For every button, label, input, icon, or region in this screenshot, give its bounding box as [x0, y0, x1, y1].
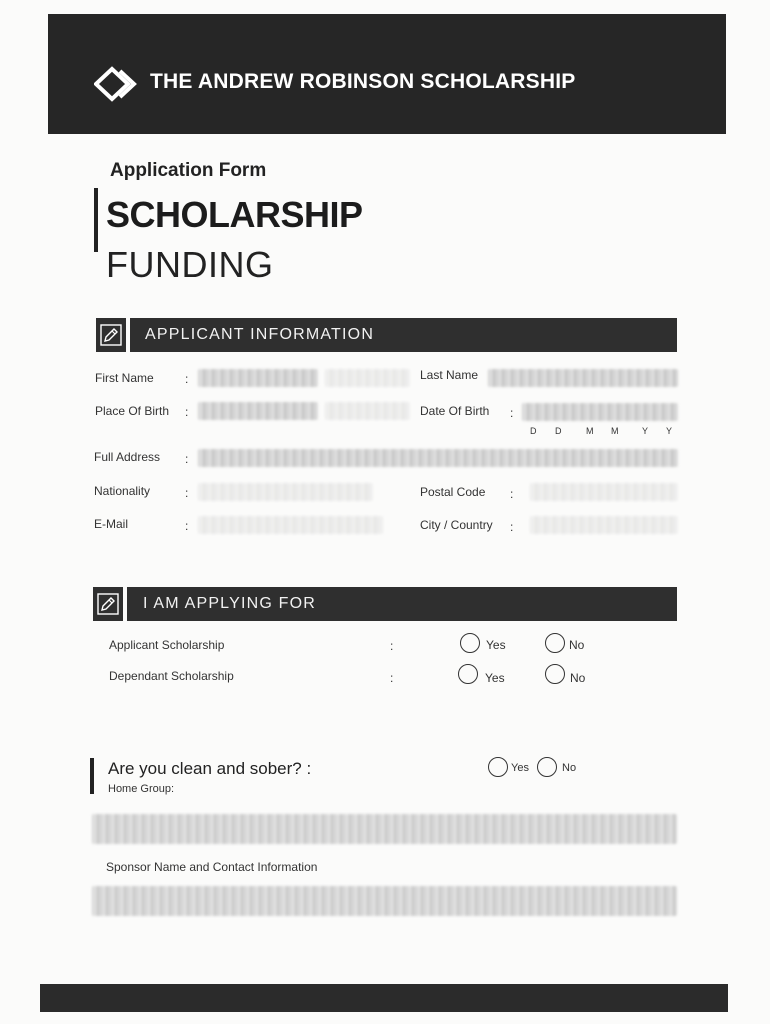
colon: : — [185, 519, 189, 533]
colon: : — [510, 520, 514, 534]
home-group-field[interactable] — [92, 814, 677, 844]
first-name-label: First Name — [95, 371, 154, 385]
no-label: No — [570, 671, 586, 685]
applicant-scholarship-no-radio[interactable] — [545, 633, 565, 653]
colon: : — [510, 406, 514, 420]
sponsor-field[interactable] — [92, 886, 677, 916]
pencil-icon — [96, 318, 126, 352]
city-country-field[interactable] — [530, 516, 678, 534]
sponsor-label: Sponsor Name and Contact Information — [106, 860, 318, 874]
first-name-field[interactable] — [198, 369, 318, 387]
pencil-icon — [93, 587, 123, 621]
dob-format-d2: D — [555, 426, 562, 436]
dependant-scholarship-label: Dependant Scholarship — [109, 669, 234, 683]
clean-sober-yes-radio[interactable] — [488, 757, 508, 777]
dependant-scholarship-yes-radio[interactable] — [458, 664, 478, 684]
yes-label: Yes — [511, 762, 529, 774]
email-field[interactable] — [198, 516, 383, 534]
nationality-field[interactable] — [198, 483, 373, 501]
colon: : — [185, 405, 189, 419]
applying-section-title: I AM APPLYING FOR — [143, 595, 317, 612]
first-name-field-extra — [325, 369, 410, 387]
dob-format-y1: Y — [642, 426, 649, 436]
date-of-birth-field[interactable] — [522, 403, 678, 421]
home-group-label: Home Group: — [108, 783, 175, 795]
city-country-label: City / Country — [420, 518, 493, 532]
nationality-label: Nationality — [94, 484, 151, 498]
no-label: No — [569, 638, 585, 652]
applicant-scholarship-yes-radio[interactable] — [460, 633, 480, 653]
dob-format-m2: M — [611, 426, 619, 436]
footer-bar — [40, 984, 728, 1012]
place-of-birth-label: Place Of Birth — [95, 404, 170, 418]
last-name-field[interactable] — [488, 369, 678, 387]
colon: : — [185, 486, 189, 500]
dob-format-m1: M — [586, 426, 594, 436]
applicant-scholarship-label: Applicant Scholarship — [109, 638, 225, 652]
email-label: E-Mail — [94, 517, 129, 531]
colon: : — [185, 452, 189, 466]
form-subtitle: Application Form — [110, 160, 267, 181]
applicant-section-title: APPLICANT INFORMATION — [145, 326, 375, 343]
colon: : — [510, 487, 514, 501]
clean-sober-no-radio[interactable] — [537, 757, 557, 777]
date-of-birth-label: Date Of Birth — [420, 404, 490, 418]
question-rule — [90, 758, 94, 794]
place-of-birth-field[interactable] — [198, 402, 318, 420]
last-name-label: Last Name — [420, 368, 479, 382]
page-title: SCHOLARSHIP — [106, 194, 363, 235]
postal-code-label: Postal Code — [420, 485, 486, 499]
dob-format-y2: Y — [666, 426, 673, 436]
dob-format-d1: D — [530, 426, 537, 436]
full-address-field[interactable] — [198, 449, 678, 467]
chevron-diamond-logo — [94, 66, 142, 102]
no-label: No — [562, 762, 577, 774]
colon: : — [185, 372, 189, 386]
clean-sober-question: Are you clean and sober? : — [108, 759, 312, 778]
header-title: THE ANDREW ROBINSON SCHOLARSHIP — [150, 70, 576, 93]
yes-label: Yes — [486, 638, 506, 652]
title-rule — [94, 188, 98, 252]
page-title-sub: FUNDING — [106, 244, 274, 285]
colon: : — [390, 639, 394, 653]
colon: : — [390, 671, 394, 685]
full-address-label: Full Address — [94, 450, 161, 464]
dependant-scholarship-no-radio[interactable] — [545, 664, 565, 684]
postal-code-field[interactable] — [530, 483, 678, 501]
yes-label: Yes — [485, 671, 505, 685]
place-of-birth-field-extra — [325, 402, 410, 420]
